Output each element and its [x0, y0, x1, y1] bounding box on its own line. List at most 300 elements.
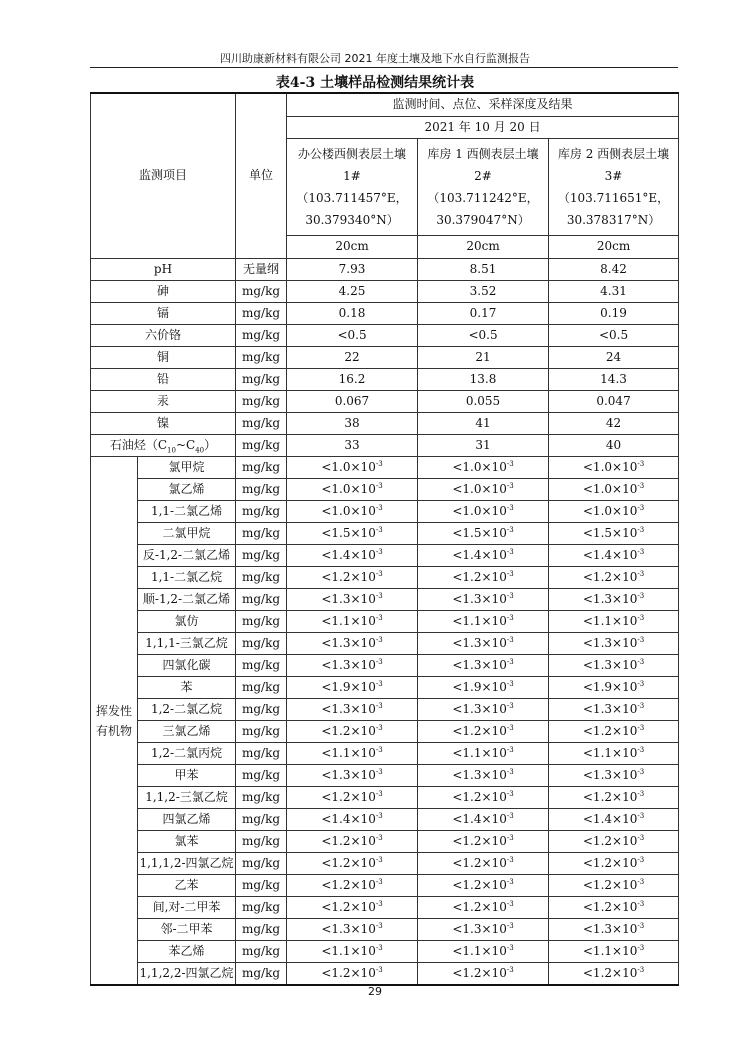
site-coord-e: （103.711242°E，	[427, 191, 539, 205]
row-item: 顺-1,2-二氯乙烯	[138, 589, 236, 611]
value-mantissa: <1.3×10	[582, 921, 638, 936]
voc-group-label	[91, 457, 138, 986]
table-row	[91, 567, 679, 589]
value-exponent: -3	[637, 789, 645, 798]
table-row	[91, 259, 679, 281]
table-row	[91, 391, 679, 413]
value-mantissa: <1.3×10	[452, 591, 507, 606]
value-mantissa: <1.9×10	[582, 679, 638, 694]
value-mantissa: <1.3×10	[452, 921, 507, 936]
row-value	[549, 919, 679, 941]
row-value	[418, 853, 549, 875]
row-value: 0.17	[418, 303, 549, 325]
row-unit: mg/kg	[236, 941, 287, 963]
row-value: 4.25	[287, 281, 418, 303]
value-mantissa: <1.3×10	[582, 767, 638, 782]
site-name: 库房 1 西侧表层土壤	[427, 147, 539, 161]
row-value	[549, 721, 679, 743]
value-mantissa: <1.3×10	[452, 767, 507, 782]
row-value: 40	[549, 435, 679, 457]
value-exponent: -3	[637, 481, 645, 490]
value-mantissa: <1.2×10	[582, 569, 638, 584]
table-row	[91, 457, 679, 479]
row-value: <0.5	[418, 325, 549, 347]
value-exponent: -3	[375, 789, 383, 798]
row-unit: 无量纲	[236, 259, 287, 281]
row-item: 甲苯	[138, 765, 236, 787]
item-text: ）	[204, 437, 217, 452]
value-exponent: -3	[637, 877, 645, 886]
row-value	[287, 721, 418, 743]
value-exponent: -3	[375, 767, 383, 776]
row-value: 7.93	[287, 259, 418, 281]
value-exponent: -3	[375, 547, 383, 556]
header-unit: 单位	[236, 93, 287, 259]
row-value	[418, 875, 549, 897]
table-row	[91, 589, 679, 611]
row-item: 三氯乙烯	[138, 721, 236, 743]
row-unit: mg/kg	[236, 853, 287, 875]
row-value	[549, 809, 679, 831]
value-mantissa: <1.1×10	[321, 943, 376, 958]
value-exponent: -3	[506, 745, 514, 754]
value-exponent: -3	[375, 635, 383, 644]
row-item: 六价铬	[91, 325, 236, 347]
row-unit: mg/kg	[236, 457, 287, 479]
row-unit: mg/kg	[236, 545, 287, 567]
row-value	[549, 655, 679, 677]
value-exponent: -3	[637, 899, 645, 908]
value-exponent: -3	[375, 965, 383, 974]
value-exponent: -3	[506, 657, 514, 666]
row-value: 0.047	[549, 391, 679, 413]
row-value	[418, 787, 549, 809]
table-row	[91, 831, 679, 853]
row-item: 1,1,1-三氯乙烷	[138, 633, 236, 655]
row-value	[418, 589, 549, 611]
header-site-1	[287, 139, 418, 236]
row-unit: mg/kg	[236, 611, 287, 633]
row-item	[91, 435, 236, 457]
value-mantissa: <1.2×10	[452, 899, 507, 914]
row-value	[418, 897, 549, 919]
row-value	[418, 567, 549, 589]
row-value	[287, 809, 418, 831]
row-unit: mg/kg	[236, 919, 287, 941]
row-item: 乙苯	[138, 875, 236, 897]
value-mantissa: <1.2×10	[582, 855, 638, 870]
value-exponent: -3	[375, 481, 383, 490]
site-id: 1#	[343, 169, 361, 183]
value-exponent: -3	[375, 701, 383, 710]
row-value	[549, 589, 679, 611]
row-item: 1,2-二氯乙烷	[138, 699, 236, 721]
value-exponent: -3	[506, 855, 514, 864]
row-value	[549, 743, 679, 765]
value-exponent: -3	[506, 591, 514, 600]
row-value	[287, 545, 418, 567]
value-exponent: -3	[375, 591, 383, 600]
row-unit: mg/kg	[236, 523, 287, 545]
row-item: 汞	[91, 391, 236, 413]
row-value: 24	[549, 347, 679, 369]
row-value	[418, 545, 549, 567]
row-value	[549, 611, 679, 633]
value-exponent: -3	[506, 701, 514, 710]
row-value	[287, 765, 418, 787]
item-text: 石油烃（C	[109, 437, 168, 452]
value-mantissa: <1.5×10	[452, 525, 507, 540]
row-unit: mg/kg	[236, 589, 287, 611]
table-row	[91, 875, 679, 897]
value-mantissa: <1.4×10	[582, 547, 638, 562]
page-number: 29	[368, 985, 382, 998]
table-row	[91, 413, 679, 435]
value-mantissa: <1.1×10	[452, 745, 507, 760]
value-exponent: -3	[375, 877, 383, 886]
value-mantissa: <1.0×10	[582, 503, 638, 518]
value-exponent: -3	[506, 723, 514, 732]
row-value: 42	[549, 413, 679, 435]
table-row	[91, 435, 679, 457]
value-exponent: -3	[375, 503, 383, 512]
row-value	[549, 853, 679, 875]
value-mantissa: <1.3×10	[582, 657, 638, 672]
row-item: 1,1-二氯乙烷	[138, 567, 236, 589]
table-title: 表4-3 土壤样品检测结果统计表	[275, 75, 475, 91]
row-value	[287, 655, 418, 677]
row-item: 二氯甲烷	[138, 523, 236, 545]
site-coord-e: （103.711457°E，	[296, 191, 408, 205]
row-value: 0.18	[287, 303, 418, 325]
value-exponent: -3	[506, 481, 514, 490]
site-coord-n: 30.378317°N）	[566, 213, 661, 227]
value-mantissa: <1.2×10	[321, 855, 376, 870]
table-row	[91, 809, 679, 831]
value-exponent: -3	[375, 569, 383, 578]
row-item: 铅	[91, 369, 236, 391]
value-mantissa: <1.5×10	[582, 525, 638, 540]
row-value	[549, 567, 679, 589]
row-unit: mg/kg	[236, 303, 287, 325]
value-exponent: -3	[375, 833, 383, 842]
value-mantissa: <1.3×10	[582, 701, 638, 716]
row-unit: mg/kg	[236, 435, 287, 457]
row-value	[287, 567, 418, 589]
value-mantissa: <1.4×10	[582, 811, 638, 826]
header-depth-2: 20cm	[418, 236, 549, 259]
value-mantissa: <1.3×10	[321, 657, 376, 672]
table-row	[91, 347, 679, 369]
row-value: 8.51	[418, 259, 549, 281]
value-exponent: -3	[506, 547, 514, 556]
row-value	[418, 479, 549, 501]
row-item: 氯甲烷	[138, 457, 236, 479]
header-result-group: 监测时间、点位、采样深度及结果	[287, 93, 679, 117]
value-mantissa: <1.4×10	[321, 547, 376, 562]
row-value: 16.2	[287, 369, 418, 391]
header-depth-1: 20cm	[287, 236, 418, 259]
value-exponent: -3	[506, 679, 514, 688]
row-item: 铜	[91, 347, 236, 369]
value-exponent: -3	[506, 569, 514, 578]
value-exponent: -3	[375, 525, 383, 534]
table-row	[91, 787, 679, 809]
row-value	[549, 523, 679, 545]
row-unit: mg/kg	[236, 479, 287, 501]
value-mantissa: <1.4×10	[452, 547, 507, 562]
row-value	[549, 787, 679, 809]
value-exponent: -3	[506, 635, 514, 644]
row-item: 氯苯	[138, 831, 236, 853]
value-mantissa: <1.0×10	[321, 459, 376, 474]
value-exponent: -3	[375, 899, 383, 908]
value-exponent: -3	[375, 723, 383, 732]
row-value	[418, 633, 549, 655]
value-mantissa: <1.2×10	[321, 877, 376, 892]
value-mantissa: <1.2×10	[321, 723, 376, 738]
row-unit: mg/kg	[236, 633, 287, 655]
value-mantissa: <1.2×10	[582, 877, 638, 892]
value-mantissa: <1.2×10	[582, 789, 638, 804]
value-mantissa: <1.3×10	[452, 701, 507, 716]
table-row	[91, 325, 679, 347]
row-value	[549, 677, 679, 699]
row-value	[287, 611, 418, 633]
row-value	[287, 743, 418, 765]
row-value: 0.055	[418, 391, 549, 413]
row-value	[287, 457, 418, 479]
value-exponent: -3	[506, 525, 514, 534]
value-mantissa: <1.0×10	[321, 481, 376, 496]
site-id: 2#	[474, 169, 492, 183]
row-unit: mg/kg	[236, 369, 287, 391]
soil-results-table	[90, 92, 679, 986]
value-mantissa: <1.2×10	[452, 877, 507, 892]
value-mantissa: <1.5×10	[321, 525, 376, 540]
value-exponent: -3	[637, 767, 645, 776]
value-exponent: -3	[375, 811, 383, 820]
row-unit: mg/kg	[236, 567, 287, 589]
value-mantissa: <1.3×10	[321, 767, 376, 782]
value-exponent: -3	[506, 767, 514, 776]
row-value	[549, 765, 679, 787]
table-row	[91, 853, 679, 875]
value-mantissa: <1.2×10	[582, 833, 638, 848]
header-depth-3: 20cm	[549, 236, 679, 259]
value-exponent: -3	[637, 459, 645, 468]
row-unit: mg/kg	[236, 809, 287, 831]
value-mantissa: <1.3×10	[321, 591, 376, 606]
table-row	[91, 655, 679, 677]
value-mantissa: <1.0×10	[452, 459, 507, 474]
value-exponent: -3	[637, 723, 645, 732]
row-unit: mg/kg	[236, 281, 287, 303]
row-item: 苯	[138, 677, 236, 699]
row-item: 邻-二甲苯	[138, 919, 236, 941]
value-exponent: -3	[375, 657, 383, 666]
value-mantissa: <1.3×10	[321, 635, 376, 650]
value-exponent: -3	[506, 503, 514, 512]
row-unit: mg/kg	[236, 655, 287, 677]
row-value: 14.3	[549, 369, 679, 391]
value-exponent: -3	[506, 965, 514, 974]
site-id: 3#	[604, 169, 623, 183]
value-mantissa: <1.4×10	[452, 811, 507, 826]
row-item: 苯乙烯	[138, 941, 236, 963]
value-exponent: -3	[375, 943, 383, 952]
row-item: pH	[91, 259, 236, 281]
row-value	[418, 699, 549, 721]
value-mantissa: <1.3×10	[582, 591, 638, 606]
site-coord-e: （103.711651°E，	[557, 191, 670, 205]
value-exponent: -3	[637, 657, 645, 666]
table-row	[91, 897, 679, 919]
row-value	[418, 501, 549, 523]
site-coord-n: 30.379047°N）	[436, 213, 530, 227]
row-value: <0.5	[287, 325, 418, 347]
value-exponent: -3	[506, 921, 514, 930]
row-value	[287, 897, 418, 919]
row-value	[549, 457, 679, 479]
value-mantissa: <1.1×10	[452, 943, 507, 958]
value-exponent: -3	[375, 613, 383, 622]
header-rule	[90, 67, 678, 68]
table-row	[91, 545, 679, 567]
row-value	[549, 941, 679, 963]
value-exponent: -3	[375, 459, 383, 468]
value-mantissa: <1.2×10	[452, 789, 507, 804]
value-exponent: -3	[637, 745, 645, 754]
value-mantissa: <1.2×10	[452, 965, 507, 980]
row-value	[418, 743, 549, 765]
table-row	[91, 633, 679, 655]
value-exponent: -3	[637, 943, 645, 952]
row-unit: mg/kg	[236, 875, 287, 897]
value-mantissa: <1.2×10	[321, 789, 376, 804]
row-value	[287, 589, 418, 611]
value-exponent: -3	[637, 503, 645, 512]
table-row	[91, 501, 679, 523]
subscript: 40	[195, 445, 205, 454]
row-item: 1,1,1,2-四氯乙烷	[138, 853, 236, 875]
row-value: 41	[418, 413, 549, 435]
value-exponent: -3	[637, 965, 645, 974]
site-name: 办公楼西侧表层土壤	[298, 147, 407, 161]
row-value: <0.5	[549, 325, 679, 347]
row-value	[549, 897, 679, 919]
row-value	[418, 919, 549, 941]
group-line: 挥发性	[95, 703, 132, 718]
row-value	[287, 919, 418, 941]
header-site-3	[549, 139, 679, 236]
value-exponent: -3	[506, 877, 514, 886]
row-value	[418, 523, 549, 545]
value-exponent: -3	[637, 921, 645, 930]
row-value: 8.42	[549, 259, 679, 281]
value-mantissa: <1.2×10	[582, 723, 638, 738]
value-exponent: -3	[637, 569, 645, 578]
value-mantissa: <1.0×10	[582, 459, 638, 474]
row-value: 0.067	[287, 391, 418, 413]
value-exponent: -3	[506, 833, 514, 842]
value-exponent: -3	[506, 899, 514, 908]
value-exponent: -3	[506, 943, 514, 952]
row-value: 33	[287, 435, 418, 457]
value-mantissa: <1.2×10	[582, 899, 638, 914]
row-item: 四氯乙烯	[138, 809, 236, 831]
value-mantissa: <1.1×10	[582, 613, 638, 628]
header-site-2	[418, 139, 549, 236]
table-row	[91, 281, 679, 303]
value-mantissa: <1.3×10	[321, 921, 376, 936]
value-mantissa: <1.2×10	[321, 569, 376, 584]
value-exponent: -3	[637, 701, 645, 710]
row-value	[287, 853, 418, 875]
value-exponent: -3	[637, 547, 645, 556]
value-mantissa: <1.1×10	[452, 613, 507, 628]
row-value	[287, 479, 418, 501]
header-date: 2021 年 10 月 20 日	[287, 117, 679, 139]
row-item: 镍	[91, 413, 236, 435]
value-mantissa: <1.2×10	[321, 899, 376, 914]
row-value	[549, 479, 679, 501]
table-row	[91, 699, 679, 721]
value-mantissa: <1.1×10	[582, 745, 638, 760]
value-exponent: -3	[637, 635, 645, 644]
row-unit: mg/kg	[236, 501, 287, 523]
row-unit: mg/kg	[236, 347, 287, 369]
row-value	[287, 787, 418, 809]
row-value	[549, 501, 679, 523]
row-item: 1,1,2-三氯乙烷	[138, 787, 236, 809]
row-value: 38	[287, 413, 418, 435]
row-item: 1,1,2,2-四氯乙烷	[138, 963, 236, 986]
value-mantissa: <1.2×10	[452, 723, 507, 738]
value-mantissa: <1.3×10	[582, 635, 638, 650]
table-row	[91, 611, 679, 633]
row-value: 21	[418, 347, 549, 369]
row-unit: mg/kg	[236, 413, 287, 435]
row-item: 反-1,2-二氯乙烯	[138, 545, 236, 567]
row-value	[549, 545, 679, 567]
row-value	[549, 875, 679, 897]
row-value	[418, 963, 549, 986]
row-unit: mg/kg	[236, 831, 287, 853]
page-header: 四川助康新材料有限公司 2021 年度土壤及地下水自行监测报告	[220, 52, 530, 65]
value-exponent: -3	[506, 811, 514, 820]
row-value	[287, 963, 418, 986]
item-text: ~C	[175, 437, 196, 452]
value-mantissa: <1.0×10	[452, 481, 507, 496]
row-value	[287, 875, 418, 897]
value-mantissa: <1.9×10	[452, 679, 507, 694]
value-exponent: -3	[637, 833, 645, 842]
row-item: 间,对-二甲苯	[138, 897, 236, 919]
row-value	[287, 941, 418, 963]
table-row	[91, 479, 679, 501]
table-row	[91, 941, 679, 963]
row-value	[287, 523, 418, 545]
row-item: 氯仿	[138, 611, 236, 633]
row-value	[418, 655, 549, 677]
value-mantissa: <1.0×10	[452, 503, 507, 518]
row-unit: mg/kg	[236, 743, 287, 765]
row-unit: mg/kg	[236, 963, 287, 986]
value-exponent: -3	[375, 921, 383, 930]
row-item: 砷	[91, 281, 236, 303]
row-value	[418, 457, 549, 479]
